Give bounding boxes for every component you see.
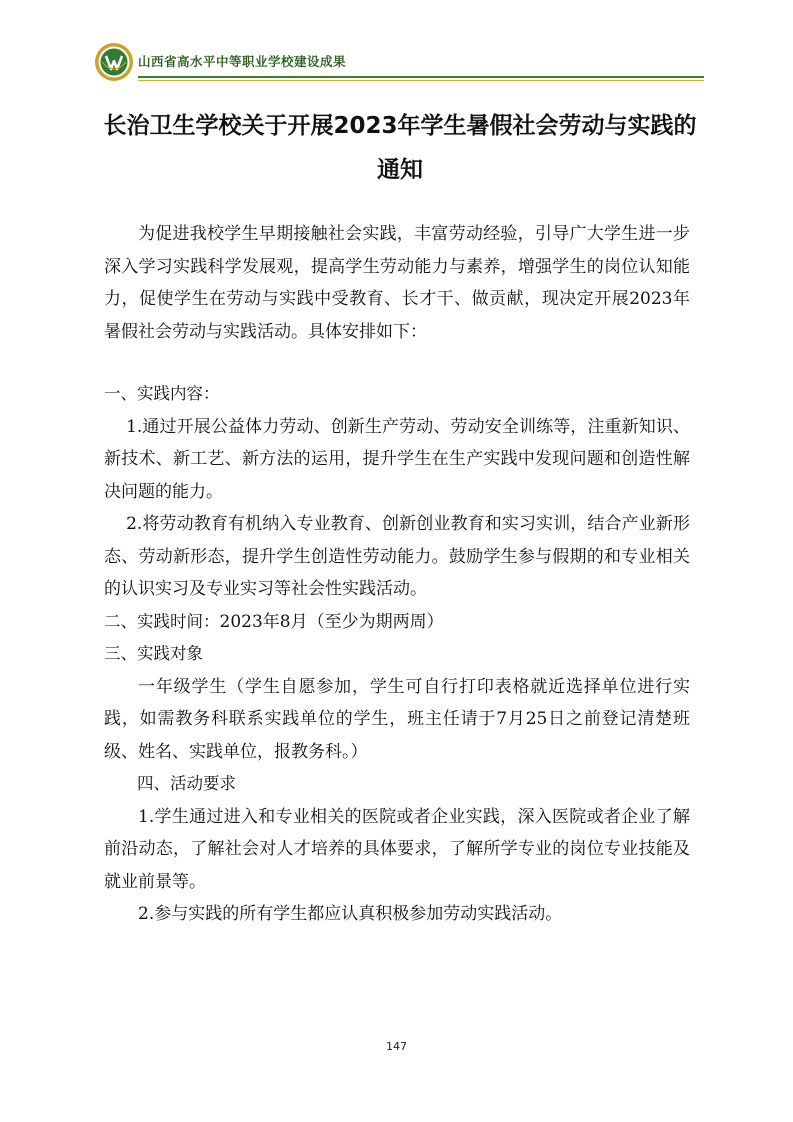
section-heading-time: 二、实践时间：	[104, 611, 220, 631]
section-heading-target: 三、实践对象	[104, 644, 203, 663]
time-line	[104, 606, 690, 639]
document-body	[104, 218, 690, 931]
page-header	[94, 40, 704, 88]
school-emblem-icon	[94, 42, 134, 82]
target-paragraph: 一年级学生（学生自愿参加，学生可自行打印表格就近选择单位进行实践，如需教务科联系实践单位的学生，班主任请于7月25日之前登记清楚班级、姓名、实践单位，报教务科。）	[104, 676, 690, 762]
intro-paragraph: 为促进我校学生早期接触社会实践，丰富劳动经验，引导广大学生进一步深入学习实践科学发展观，提高学生劳动能力与素养，增强学生的岗位认知能力，促使学生在劳动与实践中受教育、长才干、做贡献，现决定开展2023年暑假社会劳动与实践活动。具体安排如下：	[104, 224, 690, 342]
time-value: 2023年8月（至少为期两周）	[219, 611, 444, 632]
spacer	[104, 348, 690, 378]
header-title: 山西省高水平中等职业学校建设成果	[138, 54, 347, 69]
header-rule-accent	[138, 80, 704, 81]
section-heading-requirements: 四、活动要求	[137, 774, 236, 793]
content-item-2: 2.将劳动教育有机纳入专业教育、创新创业教育和实习实训，结合产业新形态、劳动新形态，提升学生创造性劳动能力。鼓励学生参与假期的和专业相关的认识实习及专业实习等社会性实践活动。	[104, 514, 690, 599]
page-number: 147	[386, 1040, 407, 1053]
requirement-item-1: 1.学生通过进入和专业相关的医院或者企业实践，深入医院或者企业了解前沿动态，了解社会对人才培养的具体要求，了解所学专业的岗位专业技能及就业前景等。	[104, 806, 690, 892]
content-item-1: 1.通过开展公益体力劳动、创新生产劳动、劳动安全训练等，注重新知识、新技术、新工艺、新方法的运用，提升学生在生产实践中发现问题和创造性解决问题的能力。	[104, 416, 690, 502]
header-rule	[138, 76, 704, 78]
document-title: 长治卫生学校关于开展2023年学生暑假社会劳动与实践的通知	[103, 113, 697, 183]
requirement-item-2: 2.参与实践的所有学生都应认真积极参加劳动实践活动。	[138, 904, 563, 924]
section-heading-content: 一、实践内容：	[104, 384, 220, 403]
